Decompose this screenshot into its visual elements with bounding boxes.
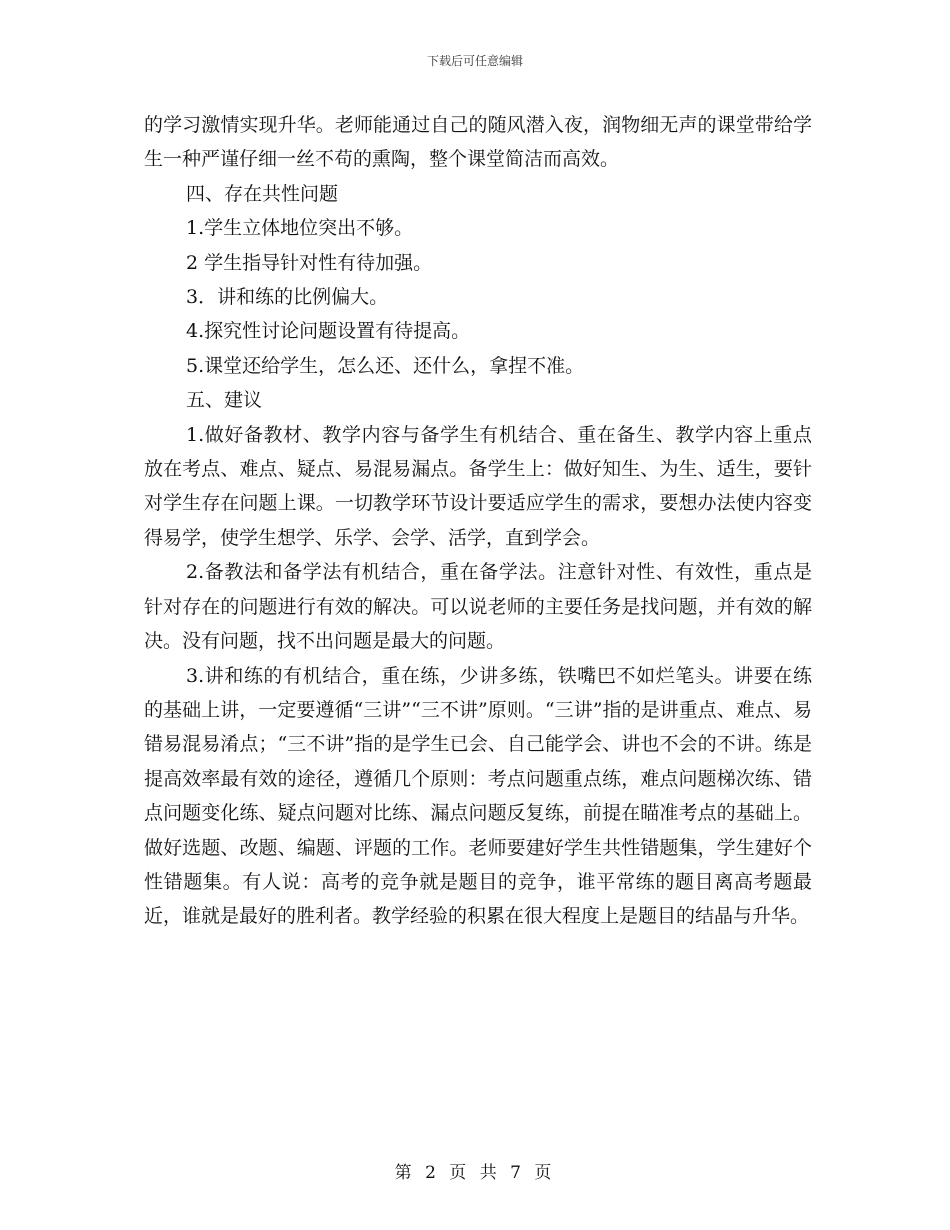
problem-item-4: 4.探究性讨论问题设置有待提高。 [186, 320, 471, 343]
suggestion-paragraph-3: 3.讲和练的有机结合，重在练，少讲多练，铁嘴巴不如烂笔头。讲要在练的基础上讲，一定要遵循“三讲”“三不讲”原则。“三讲”指的是讲重点、难点、易错易混易淆点；“三不讲”指的是学生已会、自己能学会、讲也不会的不讲。练是提高效率最有效的途径，遵循几个原则：考点问题重点练，难点问题梯次练、错点问题变化练、疑点问题对比练、漏点问题反复练，前提在瞄准考点的基础上。做好选题、改题、编题、评题的工作。老师要建好学生共性错题集，学生建好个性错题集。有人说：高考的竞争就是题目的竞争，谁平常练的题目离高考题最近，谁就是最好的胜利者。教学经验的积累在很大程度上是题目的结晶与升华。 [144, 664, 812, 928]
suggestion-paragraph-2: 2.备教法和备学法有机结合，重在备学法。注意针对性、有效性，重点是针对存在的问题进行有效的解决。可以说老师的主要任务是找问题，并有效的解决。没有问题，找不出问题是最大的问题。 [144, 561, 812, 653]
suggestion-paragraph-1: 1.做好备教材、教学内容与备学生有机结合、重在备生、教学内容上重点放在考点、难点、疑点、易混易漏点。备学生上：做好知生、为生、适生，要针对学生存在问题上课。一切教学环节设计要适应学生的需求，要想办法使内容变得易学，使学生想学、乐学、会学、活学，直到学会。 [144, 423, 812, 549]
section-heading-suggestions: 五、建议 [186, 389, 263, 412]
page-number-footer: 第 2 页 共 7 页 [394, 1163, 556, 1183]
section-heading-problems: 四、存在共性问题 [186, 182, 339, 205]
paragraph-continuation: 的学习激情实现升华。老师能通过自己的随风潜入夜，润物细无声的课堂带给学生一种严谨仔细一丝不苟的熏陶，整个课堂简洁而高效。 [144, 114, 812, 171]
problem-item-1: 1.学生立体地位突出不够。 [186, 217, 414, 240]
problem-item-2: 2 学生指导针对性有待加强。 [186, 251, 433, 274]
problem-item-3: 3．讲和练的比例偏大。 [186, 286, 389, 309]
problem-item-5: 5.课堂还给学生，怎么还、还什么，拿捏不准。 [186, 354, 585, 377]
document-body [144, 108, 812, 934]
page-header: 下载后可任意编辑 [426, 54, 523, 68]
